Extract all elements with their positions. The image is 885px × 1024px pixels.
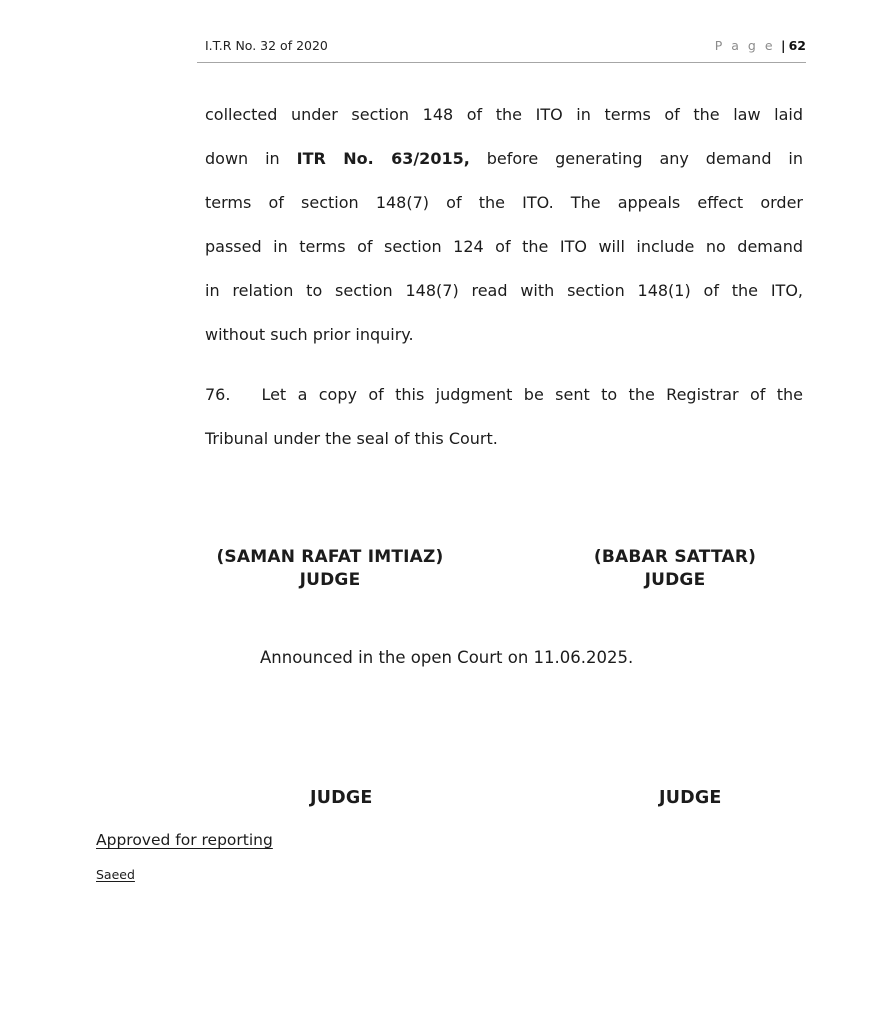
- paragraph-line: [205, 137, 803, 181]
- paragraph-line: in relation to section 148(7) read with section 148(1) of the ITO,: [205, 281, 803, 300]
- announcement-line: Announced in the open Court on 11.06.2025.: [260, 648, 634, 667]
- signature-judge-2: [587, 546, 763, 592]
- page-word-label: P a g e: [714, 38, 776, 53]
- signature-judge-1: [205, 546, 455, 592]
- paragraph-line: terms of section 148(7) of the ITO. The appeals effect order: [205, 193, 803, 212]
- line-segment: down in: [205, 149, 297, 168]
- body-paragraph-76: [205, 373, 803, 461]
- approved-for-reporting-note: Approved for reporting: [96, 831, 273, 849]
- paragraph-line: passed in terms of section 124 of the ITO will include no demand: [205, 237, 803, 256]
- page-number: 62: [788, 38, 806, 53]
- judge-name: (SAMAN RAFAT IMTIAZ): [216, 547, 444, 567]
- page-separator: |: [781, 38, 786, 53]
- judge-label-right: JUDGE: [659, 788, 722, 808]
- paragraph-line: collected under section 148 of the ITO in terms of the law laid: [205, 105, 803, 124]
- paragraph-line: [205, 373, 803, 417]
- clerk-initials: Saeed: [96, 867, 135, 882]
- line-segment: before generating any demand in: [469, 149, 803, 168]
- line-segment: Let a copy of this judgment be sent to the Registrar of the: [261, 385, 803, 404]
- header-page-indicator: [715, 38, 806, 53]
- header-rule: [197, 62, 806, 63]
- paragraph-number: 76.: [205, 385, 231, 404]
- judge-title: JUDGE: [299, 570, 361, 590]
- paragraph-line: Tribunal under the seal of this Court.: [205, 429, 498, 448]
- header-doc-ref: I.T.R No. 32 of 2020: [205, 38, 328, 53]
- judge-name: (BABAR SATTAR): [593, 547, 757, 567]
- signature-block: [205, 546, 803, 592]
- judge-title: JUDGE: [644, 570, 706, 590]
- case-citation: ITR No. 63/2015,: [296, 149, 470, 168]
- judge-label-left: JUDGE: [310, 788, 373, 808]
- paragraph-line: without such prior inquiry.: [205, 325, 414, 344]
- body-paragraph-1: [205, 93, 803, 357]
